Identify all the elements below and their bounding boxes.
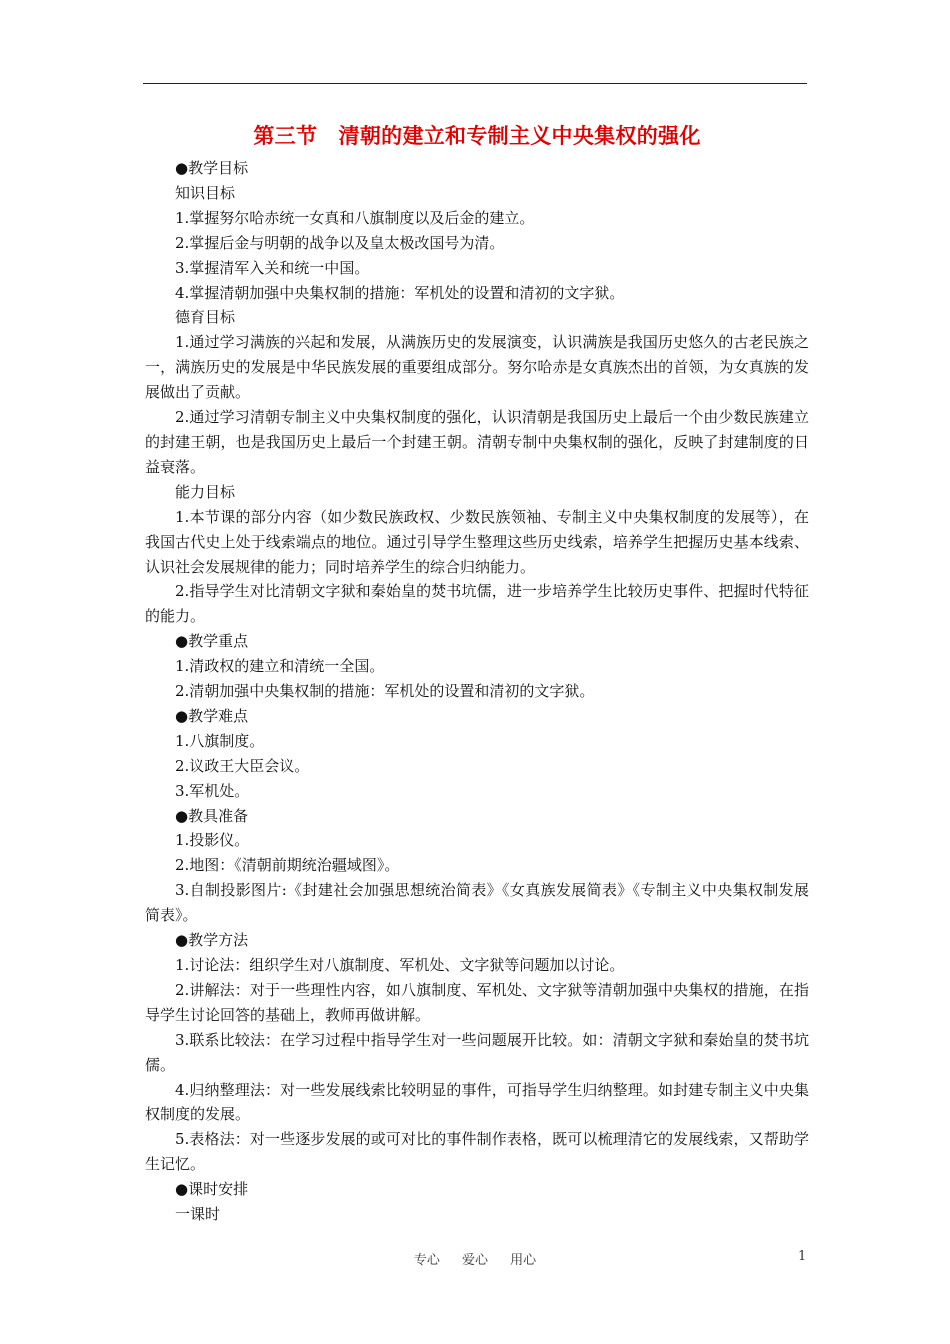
key-point-item: 2.清朝加强中央集权制的措施：军机处的设置和清初的文字狱。 — [175, 682, 595, 701]
key-point-item: 1.清政权的建立和清统一全国。 — [175, 657, 385, 676]
knowledge-item: 1.掌握努尔哈赤统一女真和八旗制度以及后金的建立。 — [175, 208, 535, 227]
material-item: 3.自制投影图片:《封建社会加强思想统治简表》《女真族发展简表》《专制主义中央集权制发展简表》。 — [145, 881, 809, 925]
document-body — [145, 116, 809, 1227]
section-heading-methods: ●教学方法 — [175, 931, 249, 950]
page-title: 第三节 清朝的建立和专制主义中央集权的强化 — [253, 123, 701, 148]
method-item: 4.归纳整理法：对一些发展线索比较明显的事件，可指导学生归纳整理。如封建专制主义中央集权制度的发展。 — [145, 1080, 809, 1124]
difficulty-item: 3.军机处。 — [175, 781, 250, 800]
moral-item: 1.通过学习满族的兴起和发展，从满族历史的发展演变，认识满族是我国历史悠久的古老民族之一，满族历史的发展是中华民族发展的重要组成部分。努尔哈赤是女真族杰出的首领，为女真族的发展做出了贡献。 — [145, 333, 809, 402]
method-item: 1.讨论法：组织学生对八旗制度、军机处、文字狱等问题加以讨论。 — [175, 956, 625, 974]
moral-item: 2.通过学习清朝专制主义中央集权制度的强化，认识清朝是我国历史上最后一个由少数民族建立的封建王朝，也是我国历史上最后一个封建王朝。清朝专制中央集权制的强化，反映了封建制度的日益衰落。 — [145, 408, 809, 476]
subheading-ability: 能力目标 — [175, 482, 236, 501]
subheading-knowledge: 知识目标 — [175, 183, 236, 202]
section-heading-materials: ●教具准备 — [175, 806, 249, 825]
method-item: 3.联系比较法：在学习过程中指导学生对一些问题展开比较。如：清朝文字狱和秦始皇的焚书坑儒。 — [145, 1030, 809, 1074]
footer-slogan: 专心 爱心 用心 — [413, 1253, 537, 1268]
schedule-value: 一课时 — [175, 1205, 221, 1224]
ability-item: 2.指导学生对比清朝文字狱和秦始皇的焚书坑儒，进一步培养学生比较历史事件、把握时代特征的能力。 — [145, 582, 809, 626]
difficulty-item: 1.八旗制度。 — [175, 731, 265, 750]
knowledge-item: 3.掌握清军入关和统一中国。 — [175, 258, 370, 277]
material-item: 2.地图：《清朝前期统治疆域图》。 — [175, 856, 400, 875]
subheading-moral: 德育目标 — [175, 308, 236, 327]
section-heading-key-points: ●教学重点 — [175, 632, 249, 651]
knowledge-item: 2.掌握后金与明朝的战争以及皇太极改国号为清。 — [175, 233, 505, 252]
section-heading-difficulties: ●教学难点 — [175, 706, 249, 725]
page-number: 1 — [798, 1249, 807, 1264]
ability-item: 1.本节课的部分内容（如少数民族政权、少数民族领袖、专制主义中央集权制度的发展等），在我国古代史上处于线索端点的地位。通过引导学生整理这些历史线索，培养学生把握历史基本线索、认识社会发展规律的能力；同时培养学生的综合归纳能力。 — [145, 507, 809, 576]
page-footer — [0, 1249, 950, 1271]
material-item: 1.投影仪。 — [175, 831, 250, 850]
method-item: 5.表格法：对一些逐步发展的或可对比的事件制作表格，既可以梳理清它的发展线索，又帮助学生记忆。 — [145, 1130, 809, 1174]
difficulty-item: 2.议政王大臣会议。 — [175, 756, 310, 775]
knowledge-item: 4.掌握清朝加强中央集权制的措施：军机处的设置和清初的文字狱。 — [175, 283, 625, 302]
header-rule — [143, 83, 807, 84]
section-heading-schedule: ●课时安排 — [175, 1180, 249, 1199]
section-heading-objectives: ●教学目标 — [175, 159, 249, 177]
method-item: 2.讲解法：对于一些理性内容，如八旗制度、军机处、文字狱等清朝加强中央集权的措施，在指导学生讨论回答的基础上，教师再做讲解。 — [145, 980, 809, 1024]
